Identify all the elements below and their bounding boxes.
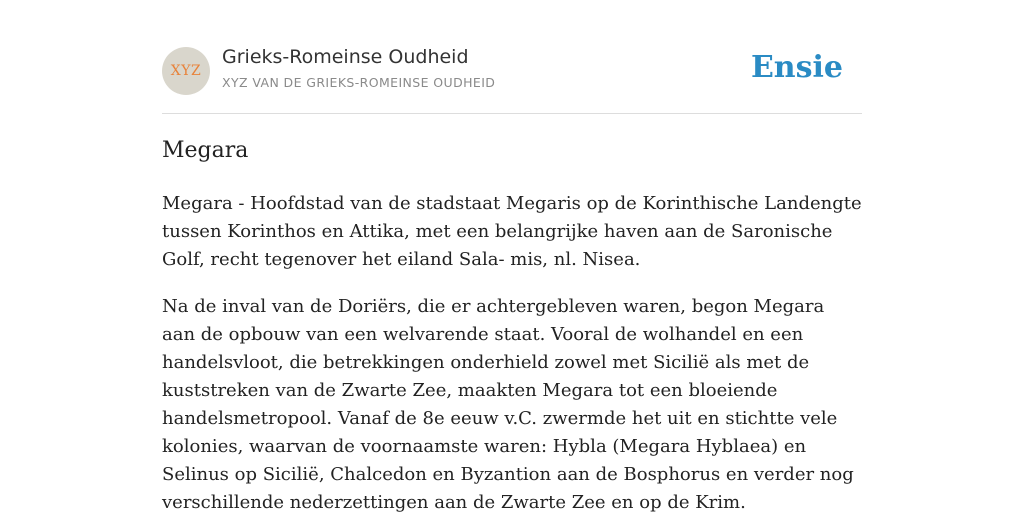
article-paragraph-1: Megara - Hoofdstad van de stadstaat Megaris op de Korinthische Landengte tussen Korinthos en Attika, met een belangrijke haven aan de Saronische Golf, recht tegenover het eiland Sala- mis, nl. Nisea. xyxy=(162,193,862,270)
article-paragraph-2: Na de inval van de Doriërs, die er achtergebleven waren, begon Megara aan de opbouw van een welvarende staat. Vooral de wolhandel en een handelsvloot, die betrekkingen onderhield zowel met Sicilië als met de kuststreken van de Zwarte Zee, maakten Megara tot een bloeiende handelsmetropool. Vanaf de 8e eeuw v.C. zwermde het uit en stichtte vele kolonies, waarvan de voornaamste waren: Hybla (Megara Hyblaea) en Selinus op Sicilië, Chalcedon en Byzantion aan de Bosphorus en verder nog verschillende nederzettingen aan de Zwarte Zee en op de Krim. xyxy=(162,296,854,513)
book-title[interactable]: Grieks-Romeinse Oudheid xyxy=(222,46,469,68)
book-avatar[interactable]: XYZ xyxy=(162,47,210,95)
brand-logo[interactable]: Ensie xyxy=(750,50,843,85)
article-page xyxy=(162,0,862,513)
book-subtitle[interactable]: XYZ VAN DE GRIEKS-ROMEINSE OUDHEID xyxy=(222,75,496,90)
article-title: Megara xyxy=(162,138,249,163)
header xyxy=(162,0,862,114)
